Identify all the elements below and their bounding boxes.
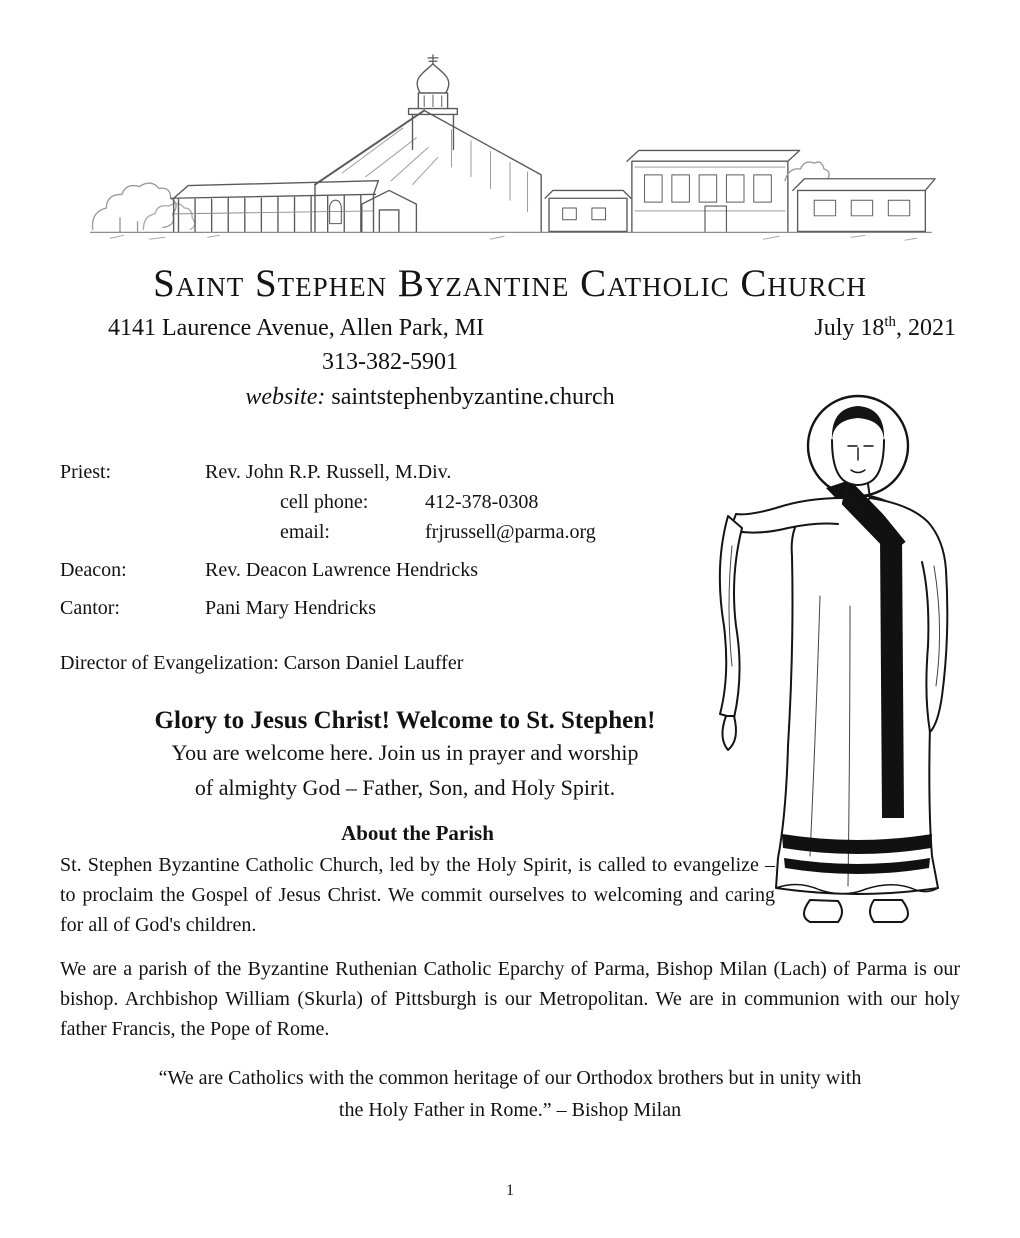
saint-deacon-illustration	[698, 386, 968, 961]
priest-label: Priest:	[60, 461, 112, 483]
welcome-heading: Glory to Jesus Christ! Welcome to St. Stephen!	[154, 707, 656, 734]
priest-name: Rev. John R.P. Russell, M.Div.	[205, 461, 452, 483]
welcome-line-2: of almighty God – Father, Son, and Holy Spirit.	[194, 775, 616, 800]
welcome-line-1: You are welcome here. Join us in prayer and worship	[171, 740, 639, 765]
church-campus-sketch	[70, 52, 950, 247]
church-campus-drawing	[70, 52, 950, 247]
quote-line-2: the Holy Father in Rome.” – Bishop Milan	[338, 1099, 682, 1121]
cantor-label: Cantor:	[60, 597, 120, 619]
website-url: saintstephenbyzantine.church	[331, 384, 615, 410]
welcome-section	[60, 707, 750, 805]
church-website-line	[60, 384, 800, 411]
bishop-milan-quote	[60, 1062, 960, 1126]
saint-deacon-drawing	[698, 386, 968, 961]
email-label: email:	[280, 521, 330, 543]
cell-phone-label: cell phone:	[280, 491, 369, 513]
deacon-name: Rev. Deacon Lawrence Hendricks	[205, 559, 479, 581]
about-parish-section	[60, 821, 775, 940]
email-value: frjrussell@parma.org	[425, 521, 596, 543]
about-parish-heading: About the Parish	[341, 821, 494, 845]
cell-phone-value: 412-378-0308	[425, 491, 539, 513]
date-ordinal-suffix: th	[884, 314, 896, 330]
page-number: 1	[506, 1182, 514, 1199]
director-of-evangelization-line: Director of Evangelization: Carson Daniel Lauffer	[60, 652, 464, 674]
bulletin-date: July 18th, 2021	[814, 314, 956, 341]
website-label: website:	[245, 384, 326, 410]
about-paragraph-1: St. Stephen Byzantine Catholic Church, led by the Holy Spirit, is called to evangelize – to proclaim the Gospel of Jesus Christ. We commit ourselves to welcoming and caring for all of God's children.	[60, 854, 775, 936]
address-date-row	[60, 314, 960, 342]
cantor-name: Pani Mary Hendricks	[205, 597, 377, 619]
deacon-label: Deacon:	[60, 559, 127, 581]
church-phone: 313-382-5901	[322, 349, 458, 375]
quote-line-1: “We are Catholics with the common heritage of our Orthodox brothers but in unity with	[158, 1067, 862, 1089]
about-paragraph-2: We are a parish of the Byzantine Ruthenian Catholic Eparchy of Parma, Bishop Milan (Lach) of Parma is our bishop. Archbishop William (Skurla) of Pittsburgh is our Metropolitan. We are in communion with our holy father Francis, the Pope of Rome.	[60, 958, 960, 1040]
church-address: 4141 Laurence Avenue, Allen Park, MI	[108, 315, 485, 341]
church-name-title: Saint Stephen Byzantine Catholic Church	[153, 262, 867, 305]
